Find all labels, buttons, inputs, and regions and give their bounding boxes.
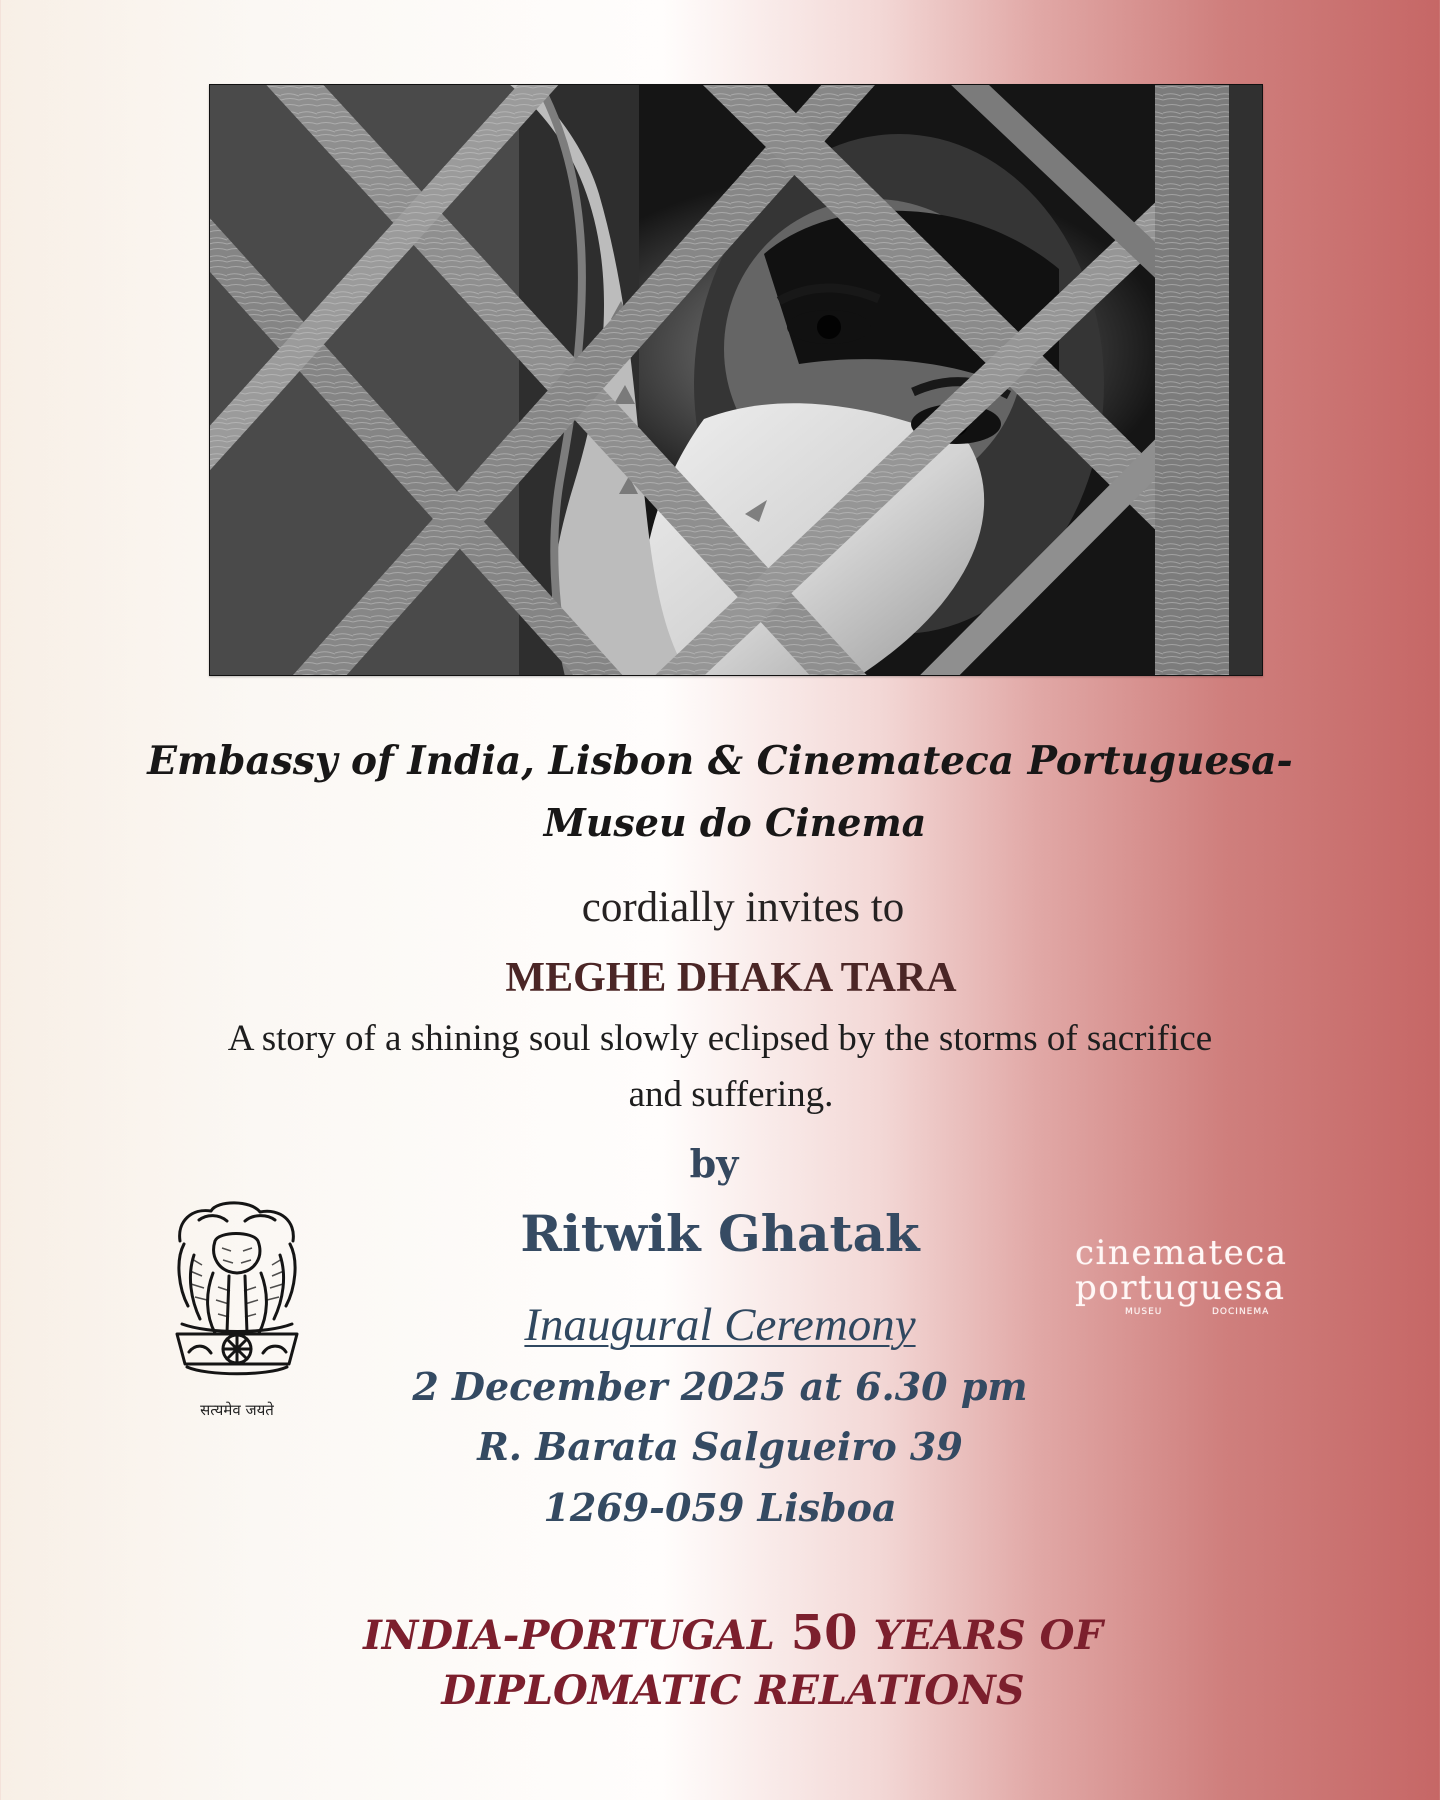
director-name: Ritwik Ghatak [520, 1204, 920, 1263]
event-date-time: 2 December 2025 at 6.30 pm [412, 1364, 1028, 1409]
anniversary-number: 50 [790, 1605, 858, 1661]
host-line-secondary: Museu do Cinema [543, 800, 927, 845]
by-label: by [689, 1141, 739, 1186]
emblem-block [157, 1196, 317, 1431]
film-title: MEGHE DHAKA TARA [505, 955, 957, 1001]
cinemateca-logo-small-left: MUSEU [1125, 1307, 1163, 1317]
film-tagline-line-2: and suffering. [628, 1074, 834, 1115]
anniversary-prefix: INDIA-PORTUGAL [363, 1612, 775, 1659]
anniversary-line-1 [0, 1605, 1440, 1661]
emblem-motto: सत्यमेव जयते [200, 1401, 274, 1419]
anniversary-line-2: DIPLOMATIC RELATIONS [441, 1667, 1025, 1714]
cinemateca-logo [1075, 1233, 1305, 1326]
film-tagline-line-1: A story of a shining soul slowly eclipsed by the storms of sacrifice [227, 1018, 1213, 1059]
cinemateca-logo-line-2: portuguesa [1075, 1268, 1286, 1308]
film-still-image [209, 84, 1263, 676]
cinemateca-logo-line-1: cinemateca [1075, 1233, 1288, 1273]
anniversary-suffix: YEARS OF [873, 1612, 1103, 1659]
event-address-line-2: 1269-059 Lisboa [543, 1485, 897, 1530]
inaugural-ceremony-label: Inaugural Ceremony [524, 1299, 916, 1351]
host-line-primary: Embassy of India, Lisbon & Cinemateca Portuguesa- [147, 738, 1293, 784]
cinemateca-logo-small-right: DOCINEMA [1212, 1307, 1270, 1317]
state-emblem-of-india-icon [157, 1196, 317, 1391]
invitation-text: cordially invites to [581, 884, 905, 931]
event-address-line-1: R. Barata Salgueiro 39 [477, 1424, 963, 1469]
